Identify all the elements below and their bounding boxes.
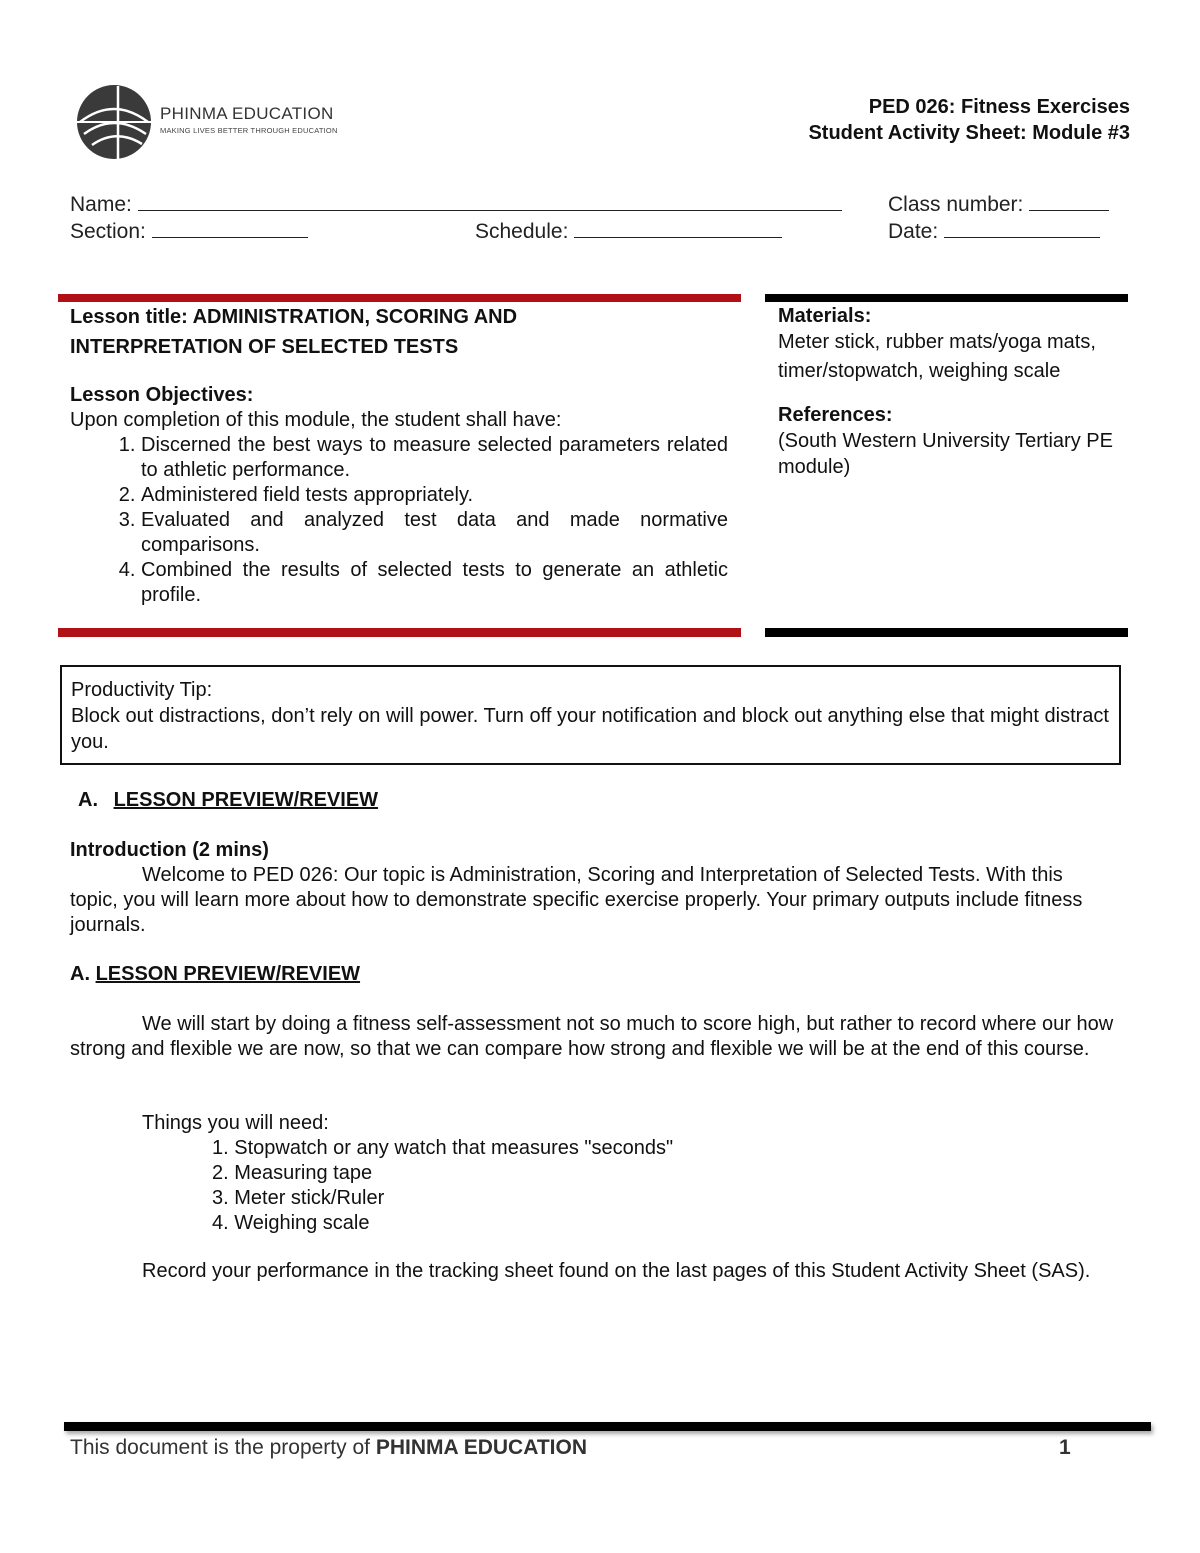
footer-prefix: This document is the property of <box>70 1436 370 1459</box>
section-title: LESSON PREVIEW/REVIEW <box>113 789 379 811</box>
lesson-title-line2: INTERPRETATION OF SELECTED TESTS <box>70 336 459 358</box>
objective-item: 3. Evaluated and analyzed test data and made normative comparisons. <box>141 508 728 558</box>
name-field[interactable] <box>70 190 842 217</box>
class-number-blank[interactable] <box>1029 190 1109 211</box>
section-letter: A. <box>70 963 90 985</box>
schedule-field[interactable] <box>475 217 782 244</box>
assessment-paragraph: We will start by doing a fitness self-assessment not so much to score high, but rather to record where our how strong and flexible we are now, so that we can compare how strong and flexible we will be at the end of this course. <box>70 1013 1114 1060</box>
section-field[interactable] <box>70 217 308 244</box>
materials-heading: Materials: <box>778 305 872 327</box>
phinma-globe-icon <box>72 82 162 162</box>
date-field[interactable] <box>888 217 1100 244</box>
section-a-heading-2 <box>70 962 360 987</box>
record-paragraph: Record your performance in the tracking sheet found on the last pages of this Student Activity Sheet (SAS). <box>142 1260 1091 1282</box>
date-label: Date: <box>888 220 939 243</box>
brand-name: PHINMA EDUCATION <box>160 104 334 123</box>
schedule-blank[interactable] <box>574 217 782 238</box>
footer-owner: PHINMA EDUCATION <box>375 1436 587 1459</box>
intro-body: Welcome to PED 026: Our topic is Administration, Scoring and Interpretation of Selected Tests. With this topic, you will learn more about how to demonstrate specific exercise properly. Your primary outputs include fitness journals. <box>70 864 1083 936</box>
footer-text <box>70 1436 587 1460</box>
page-number: 1 <box>1059 1436 1071 1459</box>
needs-item: 4. Weighing scale <box>212 1212 370 1234</box>
needs-heading: Things you will need: <box>142 1112 329 1134</box>
objectives-intro: Upon completion of this module, the student shall have: <box>70 409 562 431</box>
lesson-bottom-divider <box>58 628 741 637</box>
references-heading: References: <box>778 404 893 426</box>
objective-item: 2. Administered field tests appropriately. <box>141 483 728 508</box>
materials-bottom-divider <box>765 628 1128 637</box>
materials-top-divider <box>765 294 1128 302</box>
brand-tagline: MAKING LIVES BETTER THROUGH EDUCATION <box>160 126 338 135</box>
name-label: Name: <box>70 193 132 216</box>
schedule-label: Schedule: <box>475 220 569 243</box>
needs-list <box>212 1136 673 1236</box>
class-number-field[interactable] <box>888 190 1109 217</box>
needs-item: 2. Measuring tape <box>212 1162 373 1184</box>
lesson-panel <box>70 302 728 608</box>
section-label: Section: <box>70 220 146 243</box>
objective-item: 1. Discerned the best ways to measure selected parameters related to athletic performance. <box>141 433 728 483</box>
tip-body: Block out distractions, don’t rely on will power. Turn off your notification and block out anything else that might distract you. <box>71 705 1109 753</box>
section-letter: A. <box>78 789 98 811</box>
section-title: LESSON PREVIEW/REVIEW <box>95 963 361 985</box>
class-number-label: Class number: <box>888 193 1024 216</box>
tip-heading: Productivity Tip: <box>71 679 213 701</box>
references-text: (South Western University Tertiary PE module) <box>778 430 1113 478</box>
sheet-title: Student Activity Sheet: Module #3 <box>808 122 1130 144</box>
header-titles <box>808 94 1130 146</box>
date-blank[interactable] <box>944 217 1100 238</box>
intro-heading: Introduction (2 mins) <box>70 839 269 861</box>
course-title: PED 026: Fitness Exercises <box>868 96 1130 118</box>
needs-item: 1. Stopwatch or any watch that measures "seconds" <box>212 1137 674 1159</box>
objectives-list <box>70 433 728 608</box>
productivity-tip-box <box>60 665 1121 765</box>
objective-item: 4. Combined the results of selected tests to generate an athletic profile. <box>141 558 728 608</box>
section-blank[interactable] <box>152 217 308 238</box>
materials-text: Meter stick, rubber mats/yoga mats, timer/stopwatch, weighing scale <box>778 331 1096 382</box>
needs-item: 3. Meter stick/Ruler <box>212 1187 385 1209</box>
lesson-title-line1: Lesson title: ADMINISTRATION, SCORING AND <box>70 306 518 328</box>
objectives-heading: Lesson Objectives: <box>70 384 254 406</box>
footer-divider <box>64 1422 1151 1431</box>
lesson-top-divider <box>58 294 741 302</box>
name-blank[interactable] <box>138 190 842 211</box>
materials-panel <box>778 302 1118 480</box>
section-a-heading <box>78 788 378 813</box>
